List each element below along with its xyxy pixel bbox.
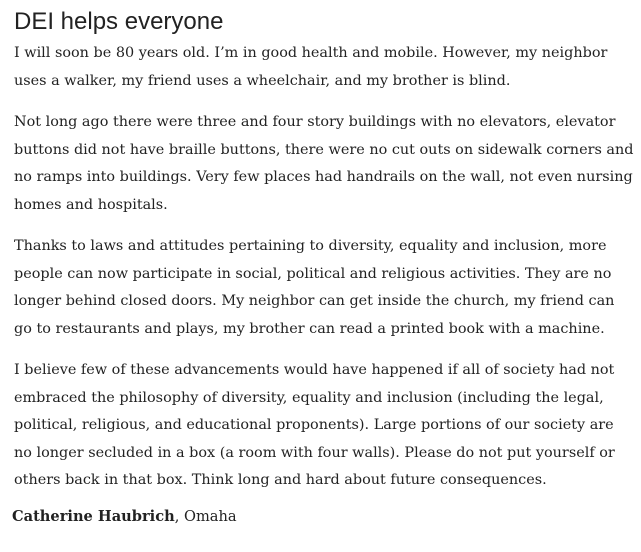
author-name: Catherine Haubrich	[12, 507, 175, 525]
paragraph-1: I will soon be 80 years old. I’m in good health and mobile. However, my neighbor uses a walker, my friend uses a wheelchair, and my brother is blind.	[14, 45, 608, 89]
signature-separator: ,	[174, 507, 184, 525]
signature	[12, 505, 634, 529]
paragraph-3: Thanks to laws and attitudes pertaining to diversity, equality and inclusion, more people can now participate in social, political and religious activities. They are no longer behind closed doors. My neighbor can get inside the church, my friend can go to restaurants and plays, my brother can read a printed book with a machine.	[14, 238, 615, 337]
paragraph-2: Not long ago there were three and four story buildings with no elevators, elevator buttons did not have braille buttons, there were no cut outs on sidewalk corners and no ramps into buildings. Very few places had handrails on the wall, not even nursing homes and hospitals.	[14, 114, 634, 213]
paragraph-4: I believe few of these advancements would have happened if all of society had not embraced the philosophy of diversity, equality and inclusion (including the legal, political, religious, and educational proponents). Large portions of our society are no longer secluded in a box (a room with four walls). Please do not put yourself or others back in that box. Think long and hard about future consequences.	[14, 362, 615, 488]
letter-to-editor	[14, 6, 634, 529]
headline: DEI helps everyone	[14, 8, 224, 35]
author-location: Omaha	[184, 507, 237, 525]
